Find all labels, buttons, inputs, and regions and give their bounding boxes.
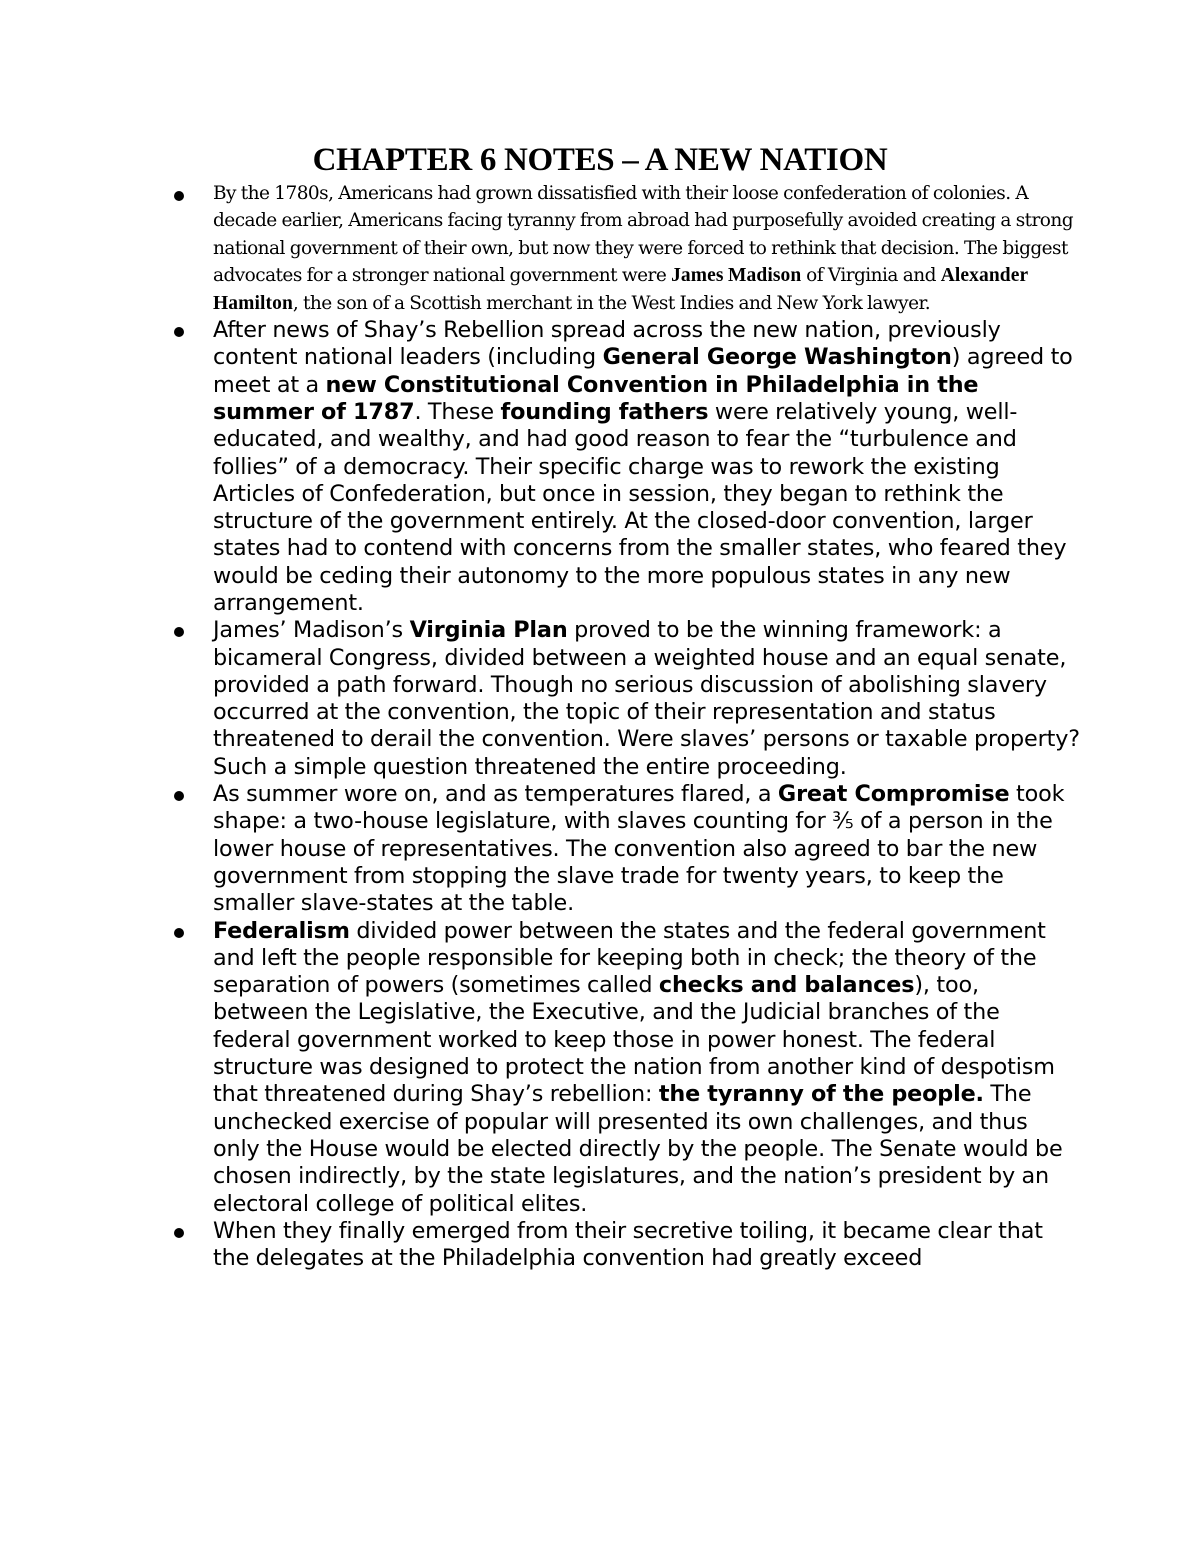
list-item [0, 918, 1200, 1218]
note-emphasis: Federalism [213, 917, 350, 944]
bullet-dot [174, 791, 184, 801]
list-item [0, 317, 1200, 617]
note-text: ), too, between the Legislative, the Executive, and the Judicial branches of the federal government worked to keep those in power honest. The federal structure was designed to protect the nation from another kind of despotism that threatened during Shay’s rebellion: [213, 972, 1055, 1108]
note-text: divided power between the states and the federal government and left the people responsible for keeping both in check; the theory of the separation of powers (sometimes called [213, 917, 1046, 999]
notes-list [0, 180, 1200, 1272]
note-text: By the 1780s, Americans had grown dissatisfied with their loose confederation of colonies. A decade earlier, Americans facing tyranny from abroad had purposefully avoided creating a strong national government of their own, but now they were forced to rethink that decision. The biggest advocates for a stronger national government were [213, 183, 1074, 287]
bullet-dot [174, 327, 184, 337]
note-emphasis: checks and balances [658, 972, 915, 999]
note-emphasis: James Madison [671, 265, 802, 287]
bullet-dot [174, 928, 184, 938]
note-text: took shape: a two-house legislature, with slaves counting for ⅗ of a person in the lower house of representatives. The convention also agreed to bar the new government from stopping the slave trade for twenty years, to keep the smaller slave-states at the table. [213, 781, 1065, 917]
bullet-dot [174, 1228, 184, 1238]
note-emphasis: Alexander Hamilton [213, 265, 1028, 314]
list-item [0, 1218, 1200, 1273]
note-text: When they finally emerged from their secretive toiling, it became clear that the delegates at the Philadelphia convention had greatly exceed [213, 1217, 1043, 1272]
list-item [0, 781, 1200, 917]
note-emphasis: Virginia Plan [409, 617, 568, 644]
note-emphasis: Great Compromise [777, 781, 1010, 808]
note-text: As summer wore on, and as temperatures flared, a [213, 781, 778, 808]
note-text: , the son of a Scottish merchant in the West Indies and New York lawyer. [292, 292, 931, 314]
note-text: of Virginia and [801, 265, 941, 287]
note-text: ) agreed to meet at a [213, 344, 1073, 398]
note-text: proved to be the winning framework: a bicameral Congress, divided between a weighted house and an equal senate, provided a path forward. Though no serious discussion of abolishing slavery occurred at the convention, the topic of their representation and status threatened to derail the convention. Were slaves’ persons or taxable property? Such a simple question threatened the entire proceeding. [213, 617, 1080, 780]
note-text: The unchecked exercise of popular will presented its own challenges, and thus only the House would be elected directly by the people. The Senate would be chosen indirectly, by the state legislatures, and the nation’s president by an electoral college of political elites. [213, 1081, 1063, 1217]
bullet-dot [174, 627, 184, 637]
note-text: . These [414, 398, 501, 425]
list-item [0, 617, 1200, 781]
page-title: CHAPTER 6 NOTES – A NEW NATION [312, 142, 888, 178]
note-text: were relatively young, well-educated, and wealthy, and had good reason to fear the “turbulence and follies” of a democracy. Their specific charge was to rework the existing Articles of Confederation, but once in session, they began to rethink the structure of the government entirely. At the closed-door convention, larger states had to contend with concerns from the smaller states, who feared they would be ceding their autonomy to the more populous states in any new arrangement. [213, 398, 1067, 616]
note-emphasis: new Constitutional Convention in Philadelphia in the summer of 1787 [213, 371, 979, 425]
bullet-dot [174, 191, 184, 201]
note-text: James’ Madison’s [213, 617, 410, 644]
note-text: After news of Shay’s Rebellion spread across the new nation, previously content national leaders (including [213, 317, 1001, 371]
list-item [0, 180, 1200, 317]
note-emphasis: General George Washington [602, 344, 952, 371]
note-emphasis: founding fathers [500, 398, 709, 425]
note-emphasis: the tyranny of the people. [658, 1081, 984, 1108]
